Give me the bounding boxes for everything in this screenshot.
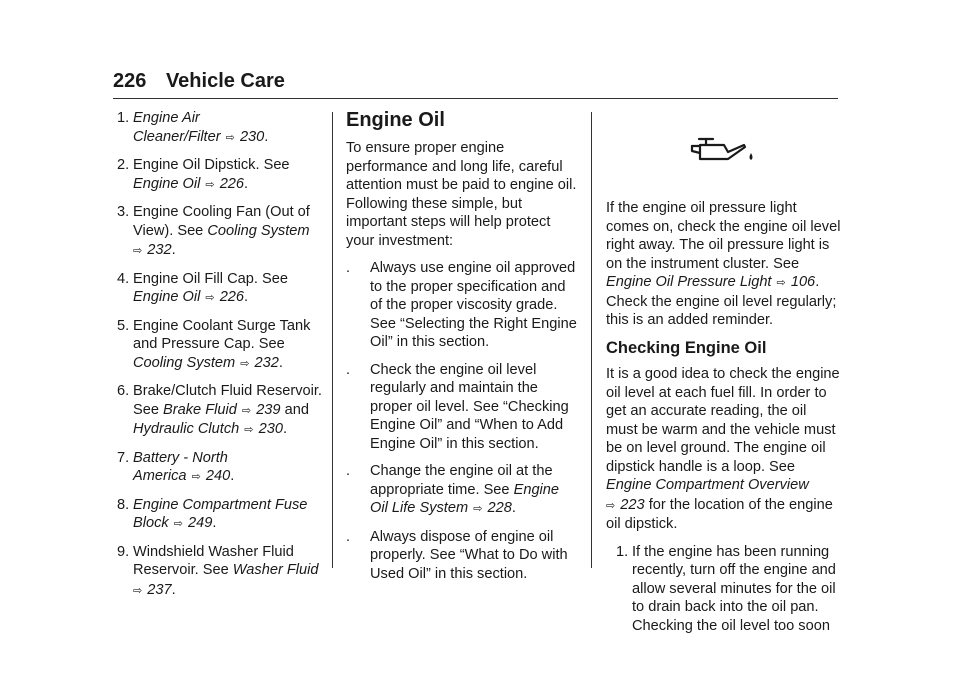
text-run: . [244, 175, 249, 192]
list-item-text [133, 449, 322, 487]
bullet-text [370, 361, 578, 454]
page-reference-arrow-icon: ⇨ [133, 245, 146, 257]
header-rule [113, 98, 838, 99]
list-item-text [133, 317, 322, 374]
cross-reference-link[interactable]: Engine Air Cleaner/Filter [133, 110, 221, 145]
page-number: 226 [113, 70, 147, 92]
page-reference-arrow-icon: ⇨ [237, 357, 253, 370]
section-title: Vehicle Care [165, 70, 285, 92]
page-reference-arrow-icon: ⇨ [202, 178, 218, 191]
list-item [117, 317, 322, 374]
list-item-text [133, 382, 322, 440]
cross-reference-link[interactable]: Cooling System [133, 354, 236, 371]
list-item [117, 109, 322, 147]
cross-reference-link[interactable]: 230 [258, 421, 283, 437]
section-heading: Engine Oil [346, 109, 445, 131]
list-item-text [133, 543, 322, 601]
text-run: If the engine oil pressure light comes on, check the engine oil level right away. The oil pressure light is on the instrument cluster. See [606, 200, 841, 272]
bullet-item [346, 528, 578, 584]
step-item [616, 543, 842, 636]
text-run: and [280, 401, 309, 418]
text-run: Engine Oil Dipstick. See [133, 157, 290, 173]
text-run: Engine Cooling Fan (Out of View). See [133, 204, 310, 239]
bullet-marker: . [346, 528, 351, 545]
cross-reference-link[interactable]: 249 [188, 515, 213, 531]
page-reference-arrow-icon: ⇨ [238, 404, 255, 417]
text-run: Change the engine oil at the appropriate time. See [370, 463, 553, 498]
cross-reference-link[interactable]: 232 [254, 354, 279, 371]
cross-reference-link[interactable]: Battery - North America [133, 449, 228, 484]
text-run: . Check the engine oil level regularly; this is an added reminder. [606, 274, 837, 328]
list-item-number: 3. [117, 204, 130, 220]
text-run: . [212, 515, 217, 531]
text-run: Engine Oil Fill Cap. See [133, 270, 288, 287]
bullet-item [346, 361, 578, 454]
text-run: . [278, 354, 283, 371]
step-number: 1. [616, 543, 629, 560]
cross-reference-link[interactable]: Engine Oil Pressure Light [606, 274, 772, 290]
oil-pressure-column [606, 109, 842, 635]
cross-reference-link[interactable]: Brake Fluid [163, 401, 237, 418]
text-run: . [244, 289, 249, 305]
page-reference-arrow-icon: ⇨ [202, 292, 218, 304]
cross-reference-link[interactable]: 232 [147, 242, 172, 258]
text-run: Always use engine oil approved to the proper specification and of the proper viscosity grade. See “Selecting the Right Engine Oil” in this section. [370, 260, 577, 350]
cross-reference-link[interactable]: Engine Compartment Fuse Block [133, 496, 308, 531]
list-item-number: 7. [117, 449, 130, 466]
cross-reference-link[interactable]: Engine Compartment Overview [606, 477, 809, 493]
text-run: Brake/Clutch Fluid Reservoir. See [133, 383, 322, 418]
step-text: If the engine has been running recently, turn off the engine and allow several minutes for the oil to drain back into the oil pan. Checking the oil level too soon [632, 543, 836, 634]
column-divider [332, 112, 333, 568]
list-item-number: 1. [117, 110, 130, 126]
bullet-text [370, 259, 578, 352]
list-item [117, 449, 322, 487]
page-header [113, 70, 285, 93]
subsection-heading: Checking Engine Oil [606, 338, 767, 357]
cross-reference-link[interactable]: Engine Oil [133, 175, 201, 192]
intro-paragraph: To ensure proper engine performance and long life, careful attention must be paid to engine oil. Following these simple, but important steps will help protect your investment: [346, 140, 577, 249]
list-item-text [133, 156, 322, 194]
list-item [117, 156, 322, 194]
text-run: . [171, 242, 176, 258]
cross-reference-link[interactable]: 230 [239, 128, 265, 145]
page-reference-arrow-icon: ⇨ [222, 131, 238, 144]
list-item-number: 9. [117, 543, 130, 560]
text-run: for the location of the engine oil dipstick. [606, 496, 833, 532]
list-item-number: 4. [117, 270, 130, 287]
cross-reference-link[interactable]: 226 [219, 289, 245, 305]
page-reference-arrow-icon: ⇨ [773, 277, 789, 289]
page-reference-arrow-icon: ⇨ [133, 584, 146, 597]
list-item-number: 6. [117, 383, 130, 399]
list-item [117, 382, 322, 440]
parts-list [117, 109, 322, 609]
list-item [117, 543, 322, 601]
page-reference-arrow-icon: ⇨ [188, 471, 204, 483]
text-run: . [230, 468, 235, 484]
list-item [117, 496, 322, 534]
list-item-number: 2. [117, 157, 130, 173]
list-item [117, 270, 322, 308]
cross-reference-link[interactable]: Washer Fluid [232, 562, 319, 578]
bullet-list [346, 259, 578, 583]
text-run: . [171, 581, 176, 598]
list-item-text [133, 496, 322, 534]
cross-reference-link[interactable]: 239 [256, 401, 281, 418]
text-run: Windshield Washer Fluid Reservoir. See [133, 543, 294, 578]
bullet-marker: . [346, 361, 351, 378]
text-run: . [511, 500, 516, 516]
list-item-number: 8. [117, 496, 130, 513]
page-reference-arrow-icon: ⇨ [241, 424, 257, 436]
text-run: Check the engine oil level regularly and maintain the proper oil level. See “Checking Engine Oil” and “When to Add Engine Oil” in this section. [370, 361, 569, 452]
bullet-marker: . [346, 260, 351, 276]
cross-reference-link[interactable]: 106 [790, 274, 816, 290]
cross-reference-link[interactable]: 226 [219, 175, 245, 192]
text-run: Always dispose of engine oil properly. See “What to Do with Used Oil” in this section. [370, 528, 568, 582]
list-item [117, 203, 322, 261]
page-reference-arrow-icon: ⇨ [470, 503, 486, 515]
oil-can-icon [690, 137, 756, 165]
cross-reference-link[interactable]: 228 [487, 500, 512, 516]
text-run: It is a good idea to check the engine oil level at each fuel fill. In order to get an accurate reading, the oil must be warm and the vehicle must be on level ground. The engine oil dipstick handle is a loop. See [606, 366, 840, 475]
bullet-marker: . [346, 463, 351, 479]
engine-oil-column [346, 109, 578, 592]
cross-reference-link[interactable]: Cooling System [207, 222, 310, 239]
cross-reference-link[interactable]: 240 [205, 468, 231, 484]
column-divider [591, 112, 592, 568]
text-run: . [282, 421, 288, 437]
bullet-text [370, 462, 578, 519]
cross-reference-link[interactable]: Hydraulic Clutch [133, 421, 240, 437]
list-item-text [133, 203, 322, 261]
cross-reference-link[interactable]: 223 [620, 496, 645, 513]
pressure-light-paragraph [606, 199, 842, 330]
cross-reference-link[interactable]: Engine Oil Life System [370, 481, 560, 516]
text-run: Engine Coolant Surge Tank and Pressure Cap. See [133, 317, 311, 352]
cross-reference-link[interactable]: 237 [147, 581, 172, 598]
cross-reference-link[interactable]: Engine Oil [133, 289, 201, 305]
page-reference-arrow-icon: ⇨ [606, 499, 619, 512]
list-item-text [133, 109, 322, 147]
bullet-item [346, 462, 578, 519]
checking-oil-paragraph [606, 365, 842, 534]
text-run: . [264, 128, 269, 145]
page-reference-arrow-icon: ⇨ [170, 518, 187, 530]
bullet-text [370, 528, 578, 584]
bullet-item [346, 259, 578, 352]
list-item-number: 5. [117, 317, 130, 334]
list-item-text [133, 270, 322, 308]
